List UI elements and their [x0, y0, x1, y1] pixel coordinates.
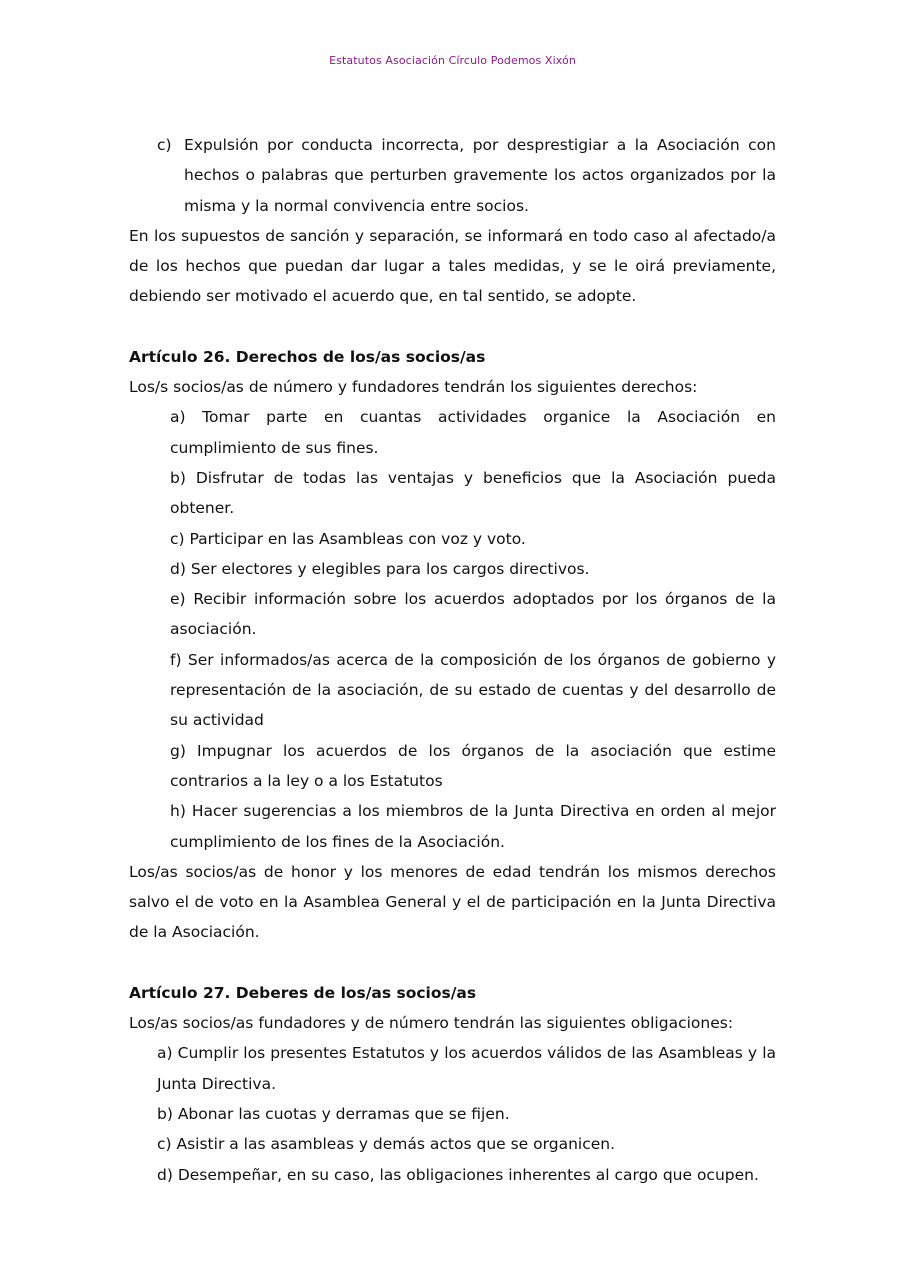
article-27-intro: Los/as socios/as fundadores y de número tendrán las siguientes obligaciones: — [129, 1014, 734, 1033]
list-item-text: Expulsión por conducta incorrecta, por desprestigiar a la Asociación con hechos o palabras que perturben gravemente los actos organizados por la misma y la normal convivencia entre socios. — [184, 136, 776, 215]
list-item: f) Ser informados/as acerca de la composición de los órganos de gobierno y representación de la asociación, de su estado de cuentas y del desarrollo de su actividad — [170, 650, 776, 730]
list-item: d) Desempeñar, en su caso, las obligaciones inherentes al cargo que ocupen. — [157, 1165, 759, 1184]
list-item-expulsion — [157, 130, 776, 221]
list-item: c) Participar en las Asambleas con voz y voto. — [170, 529, 526, 548]
running-header: Estatutos Asociación Círculo Podemos Xixón — [329, 54, 576, 67]
list-item: a) Cumplir los presentes Estatutos y los acuerdos válidos de las Asambleas y la Junta Directiva. — [157, 1044, 776, 1093]
list-item: b) Disfrutar de todas las ventajas y beneficios que la Asociación pueda obtener. — [170, 468, 776, 518]
list-item: a) Tomar parte en cuantas actividades organice la Asociación en cumplimiento de sus fines. — [170, 408, 776, 457]
list-item: d) Ser electores y elegibles para los cargos directivos. — [170, 559, 590, 578]
article-27-heading: Artículo 27. Deberes de los/as socios/as — [129, 983, 477, 1002]
article-26-closing: Los/as socios/as de honor y los menores de edad tendrán los mismos derechos salvo el de voto en la Asamblea General y el de participación en la Junta Directiva de la Asociación. — [129, 862, 776, 942]
sanction-paragraph: En los supuestos de sanción y separación, se informará en todo caso al afectado/a de los hechos que puedan dar lugar a tales medidas, y se le oirá previamente, debiendo ser motivado el acuerdo que, en tal sentido, se adopte. — [129, 226, 776, 306]
list-item: e) Recibir información sobre los acuerdos adoptados por los órganos de la asociación. — [170, 590, 776, 639]
article-26-heading: Artículo 26. Derechos de los/as socios/as — [129, 347, 486, 366]
document-body — [129, 130, 776, 1190]
list-item: h) Hacer sugerencias a los miembros de la Junta Directiva en orden al mejor cumplimiento de los fines de la Asociación. — [170, 802, 776, 851]
article-26-intro: Los/s socios/as de número y fundadores tendrán los siguientes derechos: — [129, 378, 698, 397]
list-item: c) Asistir a las asambleas y demás actos que se organicen. — [157, 1135, 616, 1154]
list-item-label: c) — [157, 136, 172, 154]
list-item: g) Impugnar los acuerdos de los órganos de la asociación que estime contrarios a la ley o a los Estatutos — [170, 741, 776, 790]
list-item: b) Abonar las cuotas y derramas que se fijen. — [157, 1104, 510, 1123]
